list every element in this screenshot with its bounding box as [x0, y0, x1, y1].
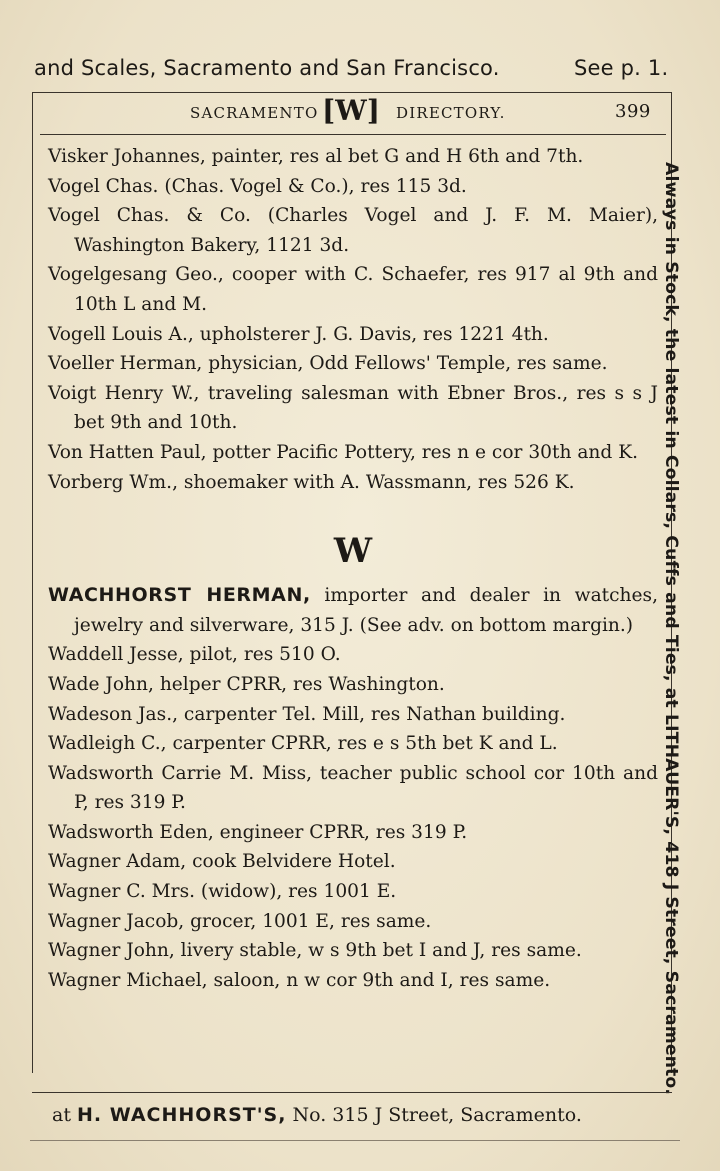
side-margin-text: Always in Stock, the latest in Collars, Cuffs and Ties, at LITHAUER'S, 418 J Street, Sacramento.	[661, 162, 681, 1096]
bottom-rule	[30, 1140, 680, 1141]
top-margin-see-reference: See p. 1.	[574, 56, 669, 80]
bottom-margin-text: No. 315 J Street, Sacramento.	[286, 1104, 582, 1126]
featured-directory-entry	[48, 581, 658, 640]
running-head-city: SACRAMENTO	[190, 104, 319, 122]
directory-entry: Vogelgesang Geo., cooper with C. Schaefer, res 917 al 9th and 10th L and M.	[48, 264, 658, 315]
directory-entry: Wade John, helper CPRR, res Washington.	[48, 673, 445, 695]
directory-entry: Wagner C. Mrs. (widow), res 1001 E.	[48, 881, 397, 903]
featured-entry-text: importer and dealer in watches, jewelry and silverware, 315 J. (See adv. on bottom margin.)	[74, 585, 658, 636]
directory-entry: Voigt Henry W., traveling salesman with Ebner Bros., res s s J bet 9th and 10th.	[48, 382, 658, 434]
directory-entry: Vogell Louis A., upholsterer J. G. Davis, res 1221 4th.	[48, 323, 549, 345]
top-margin-text: and Scales, Sacramento and San Francisco.	[34, 56, 500, 80]
bottom-margin-advertisement	[52, 1104, 672, 1126]
directory-entry: Waddell Jesse, pilot, res 510 O.	[48, 644, 341, 666]
running-head	[40, 96, 666, 130]
featured-entry-name: WACHHORST HERMAN,	[48, 584, 311, 607]
directory-entry: Wadeson Jas., carpenter Tel. Mill, res Nathan building.	[48, 703, 566, 725]
directory-entry: Voeller Herman, physician, Odd Fellows' Temple, res same.	[48, 353, 608, 375]
directory-entries	[48, 142, 658, 995]
directory-entry: Wadleigh C., carpenter CPRR, res e s 5th bet K and L.	[48, 733, 558, 755]
running-head-letter: [W]	[322, 94, 380, 127]
head-rule	[40, 134, 666, 135]
section-letter-heading: W	[333, 531, 373, 572]
top-margin-advertisement	[34, 56, 684, 80]
directory-entry: Visker Johannes, painter, res al bet G and H 6th and 7th.	[48, 146, 584, 167]
side-margin-advertisement	[661, 162, 710, 1096]
directory-entry: Wadsworth Carrie M. Miss, teacher public school cor 10th and P, res 319 P.	[48, 762, 658, 814]
directory-entry: Wagner John, livery stable, w s 9th bet I and J, res same.	[48, 940, 582, 962]
directory-entry: Vogel Chas. (Chas. Vogel & Co.), res 115 3d.	[48, 175, 467, 197]
directory-entry: Wagner Michael, saloon, n w cor 9th and I, res same.	[48, 969, 551, 991]
directory-entry: Wagner Adam, cook Belvidere Hotel.	[48, 851, 396, 873]
running-head-title: DIRECTORY.	[396, 104, 506, 122]
bottom-margin-name: H. WACHHORST'S,	[77, 1104, 287, 1126]
directory-entry: Von Hatten Paul, potter Pacific Pottery, res n e cor 30th and K.	[48, 441, 639, 463]
bottom-margin-prefix: at	[52, 1104, 78, 1126]
directory-entry: Vogel Chas. & Co. (Charles Vogel and J. F. M. Maier), Washington Bakery, 1121 3d.	[48, 205, 658, 256]
entries-w-list	[48, 640, 658, 995]
frame-bottom-rule	[32, 1092, 672, 1093]
entries-v-list	[48, 142, 658, 497]
directory-entry: Wagner Jacob, grocer, 1001 E, res same.	[48, 910, 432, 932]
directory-entry: Vorberg Wm., shoemaker with A. Wassmann, res 526 K.	[48, 471, 575, 493]
directory-entry: Wadsworth Eden, engineer CPRR, res 319 P.	[48, 821, 468, 843]
page-number: 399	[615, 101, 651, 122]
